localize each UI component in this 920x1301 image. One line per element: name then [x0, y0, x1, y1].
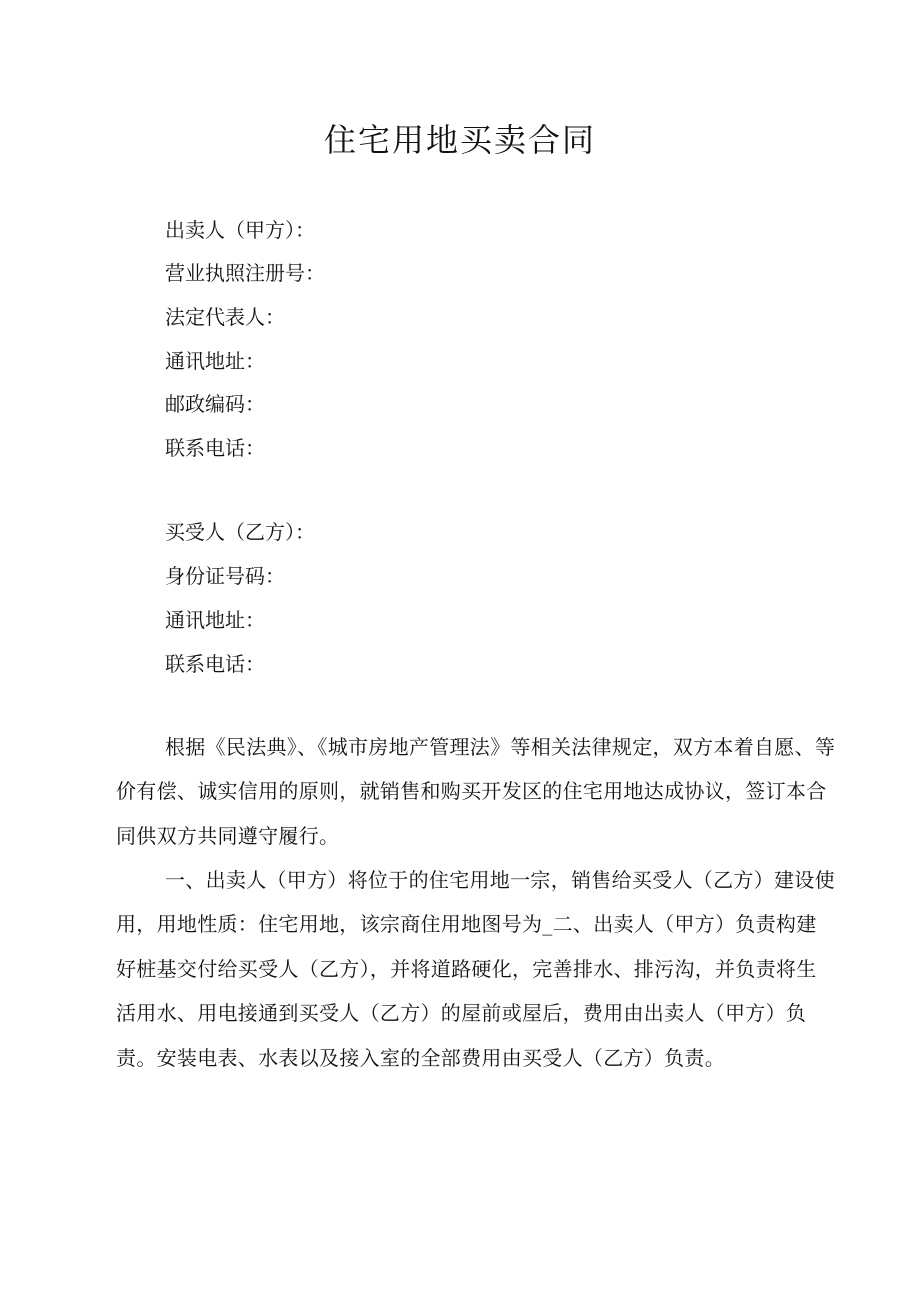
clause-paragraph: 一、出卖人（甲方）将位于的住宅用地一宗，销售给买受人（乙方）建设使用，用地性质：住宅用地，该宗商住用地图号为_二、出卖人（甲方）负责构建好桩基交付给买受人（乙方），并将道路硬化，完善排水、排污沟，并负责将生活用水、用电接通到买受人（乙方）的屋前或屋后，费用由出卖人（甲方）负责。安装电表、水表以及接入室的全部费用由买受人（乙方）负责。 [116, 868, 835, 1070]
buyer-address-label: 通讯地址： [165, 608, 265, 632]
seller-license-label: 营业执照注册号： [165, 261, 325, 285]
buyer-id-label: 身份证号码： [165, 564, 285, 588]
seller-address-label: 通讯地址： [165, 349, 265, 373]
seller-legal-rep-label: 法定代表人： [165, 305, 285, 329]
buyer-party-label: 买受人（乙方）： [165, 520, 315, 544]
document-title: 住宅用地买卖合同 [323, 121, 596, 159]
preamble-paragraph: 根据《民法典》、《城市房地产管理法》等相关法律规定，双方本着自愿、等价有偿、诚实信用的原则，就销售和购买开发区的住宅用地达成协议，签订本合同供双方共同遵守履行。 [116, 735, 836, 848]
seller-party-label: 出卖人（甲方）： [165, 218, 315, 242]
seller-postcode-label: 邮政编码： [165, 392, 265, 416]
seller-phone-label: 联系电话： [165, 436, 265, 460]
buyer-phone-label: 联系电话： [165, 652, 265, 676]
